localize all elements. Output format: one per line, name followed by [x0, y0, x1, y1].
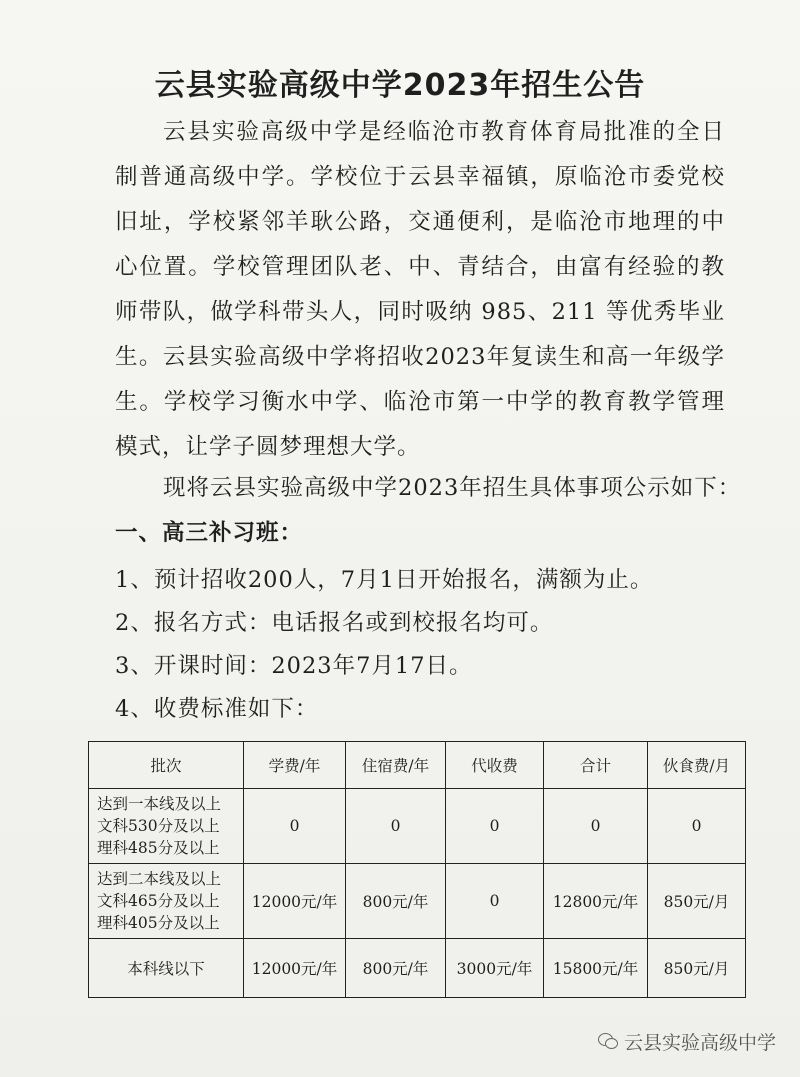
- column-header: 学费/年: [244, 742, 346, 789]
- list-item: 1、预计招收200人，7月1日开始报名，满额为止。: [115, 567, 654, 593]
- table-cell: 800元/年: [346, 864, 446, 939]
- table-cell: 0: [346, 789, 446, 864]
- announce-line: 现将云县实验高级中学2023年招生具体事项公示如下：: [163, 475, 742, 501]
- table-cell: 15800元/年: [544, 939, 648, 998]
- column-header: 批次: [89, 742, 244, 789]
- fee-table: [88, 741, 746, 998]
- section-heading: 一、高三补习班：: [115, 520, 304, 546]
- table-cell: 850元/月: [648, 864, 746, 939]
- table-cell: 0: [244, 789, 346, 864]
- column-header: 代收费: [446, 742, 544, 789]
- watermark-text: 云县实验高级中学: [623, 1032, 776, 1054]
- table-row: [89, 789, 746, 864]
- column-header: 伙食费/月: [648, 742, 746, 789]
- table-cell: 12000元/年: [244, 939, 346, 998]
- list-item: 2、报名方式：电话报名或到校报名均可。: [115, 610, 554, 636]
- table-cell: 0: [446, 789, 544, 864]
- table-cell: 800元/年: [346, 939, 446, 998]
- table-cell: 0: [648, 789, 746, 864]
- list-item: 3、开课时间：2023年7月17日。: [115, 653, 473, 679]
- intro-paragraph: 云县实验高级中学是经临沧市教育体育局批准的全日制普通高级中学。学校位于云县幸福镇，原临沧市委党校旧址，学校紧邻羊耿公路，交通便利，是临沧市地理的中心位置。学校管理团队老、中、青结合，由富有经验的教师带队，做学科带头人，同时吸纳 985、211 等优秀毕业生。云县实验高级中学将招收2023年复读生和高一年级学生。学校学习衡水中学、临沧市第一中学的教育教学管理模式，让学子圆梦理想大学。: [115, 119, 725, 460]
- page-title: 云县实验高级中学2023年招生公告: [154, 68, 646, 103]
- account-watermark: [598, 1028, 776, 1055]
- table-cell: 850元/月: [648, 939, 746, 998]
- table-row: [89, 864, 746, 939]
- column-header: 住宿费/年: [346, 742, 446, 789]
- table-cell: 3000元/年: [446, 939, 544, 998]
- table-cell: 达到二本线及以上 文科465分及以上 理科405分及以上: [89, 864, 244, 939]
- table-cell: 达到一本线及以上 文科530分及以上 理科485分及以上: [89, 789, 244, 864]
- table-cell: 0: [544, 789, 648, 864]
- table-cell: 12000元/年: [244, 864, 346, 939]
- list-item: 4、收费标准如下：: [115, 696, 319, 722]
- table-cell: 本科线以下: [89, 939, 244, 998]
- column-header: 合计: [544, 742, 648, 789]
- table-header-row: [89, 742, 746, 789]
- table-cell: 12800元/年: [544, 864, 648, 939]
- wechat-icon: [598, 1033, 618, 1050]
- table-row: [89, 939, 746, 998]
- table-cell: 0: [446, 864, 544, 939]
